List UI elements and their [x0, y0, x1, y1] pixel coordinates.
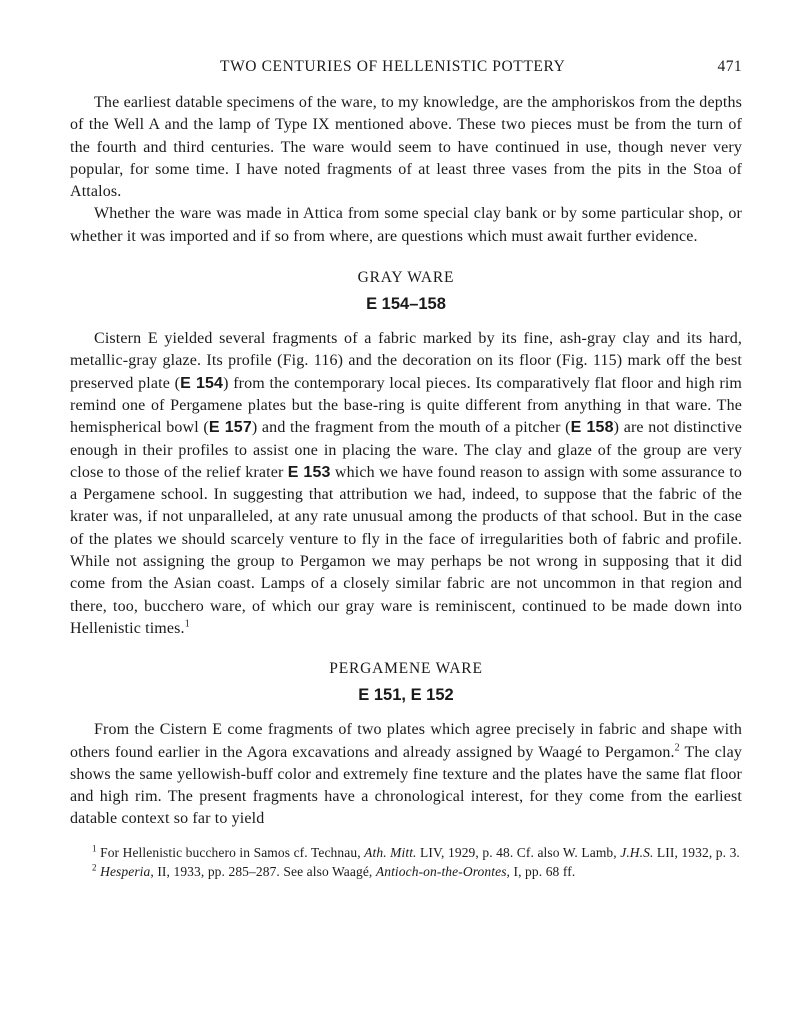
footnote-2-journal: Hesperia — [100, 864, 151, 880]
footnote-marker-2: 2 — [674, 742, 680, 754]
footnote-2-text-b: , I, pp. 68 ff. — [506, 864, 576, 880]
page — [70, 54, 742, 882]
catalog-ref-e153: E 153 — [287, 463, 331, 481]
footnote-2 — [70, 862, 742, 882]
gray-ware-text-2: ) from the contemporary local pieces. Its comparatively flat floor and high rim remind one of Pergamene plates but the base-ring is quite different from anything in that ware. The hemispherical bowl ( — [70, 374, 743, 437]
gray-ware-text-3: ) and the fragment from the mouth of a pitcher ( — [251, 419, 571, 437]
running-head-title: TWO CENTURIES OF HELLENISTIC POTTERY — [220, 58, 566, 75]
catalog-ref-e154: E 154 — [180, 374, 224, 392]
pergamene-ware-paragraph — [70, 719, 742, 830]
pergamene-text-1: From the Cistern E come fragments of two plates which agree precisely in fabric and shape with others found earlier in the Agora excavations and already assigned by Waagé to Pergamon. — [70, 721, 742, 761]
page-number: 471 — [717, 58, 742, 75]
gray-ware-heading: GRAY WARE — [357, 269, 455, 287]
footnote-2-number: 2 — [92, 862, 97, 873]
gray-ware-text-4: ) are not distinctive enough in their profiles to assist one in placing the ware. The clay and glaze of the group are very close to those of the relief krater — [70, 419, 743, 481]
footnote-marker-1: 1 — [184, 618, 190, 630]
footnote-1-text-c: LII, 1932, p. 3. — [653, 844, 740, 860]
footnote-1-number: 1 — [92, 843, 97, 854]
gray-ware-catalog-range: E 154–158 — [366, 295, 446, 314]
gray-ware-text-5: which we have found reason to assign with some assurance to a Pergamene school. In suggesting that attribution we had, indeed, to suppose that the fabric of the krater was, if not unparalleled, at any rate unusual among the products of that school. But in the case of the plates we should scarcely venture to fly in the face of irregularities both of fabric and profile. While not assigning the group to Pergamon we may perhaps be not wrong in supposing that it did come from the Asian coast. Lamps of a closely similar fabric are not uncommon in that region and there, too, bucchero ware, of which our gray ware is reminiscent, continued to be made down into Hellenistic times. — [70, 463, 743, 637]
pergamene-ware-catalog-range: E 151, E 152 — [358, 686, 454, 705]
footnote-2-book: Antioch-on-the-Orontes — [375, 864, 507, 880]
gray-ware-text-1: Cistern E yielded several fragments of a fabric marked by its fine, ash-gray clay and its hard, metallic-gray glaze. Its profile (Fig. 116) and the decoration on its floor (Fig. 115) mark off the best preserved plate ( — [70, 330, 742, 392]
footnote-1 — [70, 843, 742, 863]
intro-paragraph-1: The earliest datable specimens of the ware, to my knowledge, are the amphoriskos from the depths of the Well A and the lamp of Type IX mentioned above. These two pieces must be from the turn of the fourth and third centuries. The ware would seem to have continued in use, though never very popular, for some time. I have noted fragments of at least three vases from the pits in the Stoa of Attalos. — [70, 94, 742, 201]
pergamene-ware-heading: PERGAMENE WARE — [329, 660, 483, 678]
gray-ware-paragraph — [70, 328, 742, 640]
footnote-1-journal-2: J.H.S. — [620, 844, 654, 860]
catalog-ref-e158: E 158 — [570, 419, 614, 437]
footnote-1-text-a: For Hellenistic bucchero in Samos cf. Technau, — [96, 844, 365, 860]
footnote-1-journal: Ath. Mitt. — [364, 844, 417, 860]
footnote-2-text-a: , II, 1933, pp. 285–287. See also Waagé, — [150, 864, 376, 880]
catalog-ref-e157: E 157 — [208, 419, 252, 437]
running-head — [70, 54, 742, 80]
pergamene-text-2: The clay shows the same yellowish-buff color and extremely fine texture and the plates have the same flat floor and high rim. The present fragments have a chronological interest, for they come from the earliest datable context so far to yield — [70, 743, 742, 828]
footnote-1-text-b: LIV, 1929, p. 48. Cf. also W. Lamb, — [416, 844, 621, 860]
footnotes — [70, 843, 742, 882]
intro-paragraph-2: Whether the ware was made in Attica from some special clay bank or by some particular shop, or whether it was imported and if so from where, are questions which must await further evidence. — [70, 205, 742, 245]
